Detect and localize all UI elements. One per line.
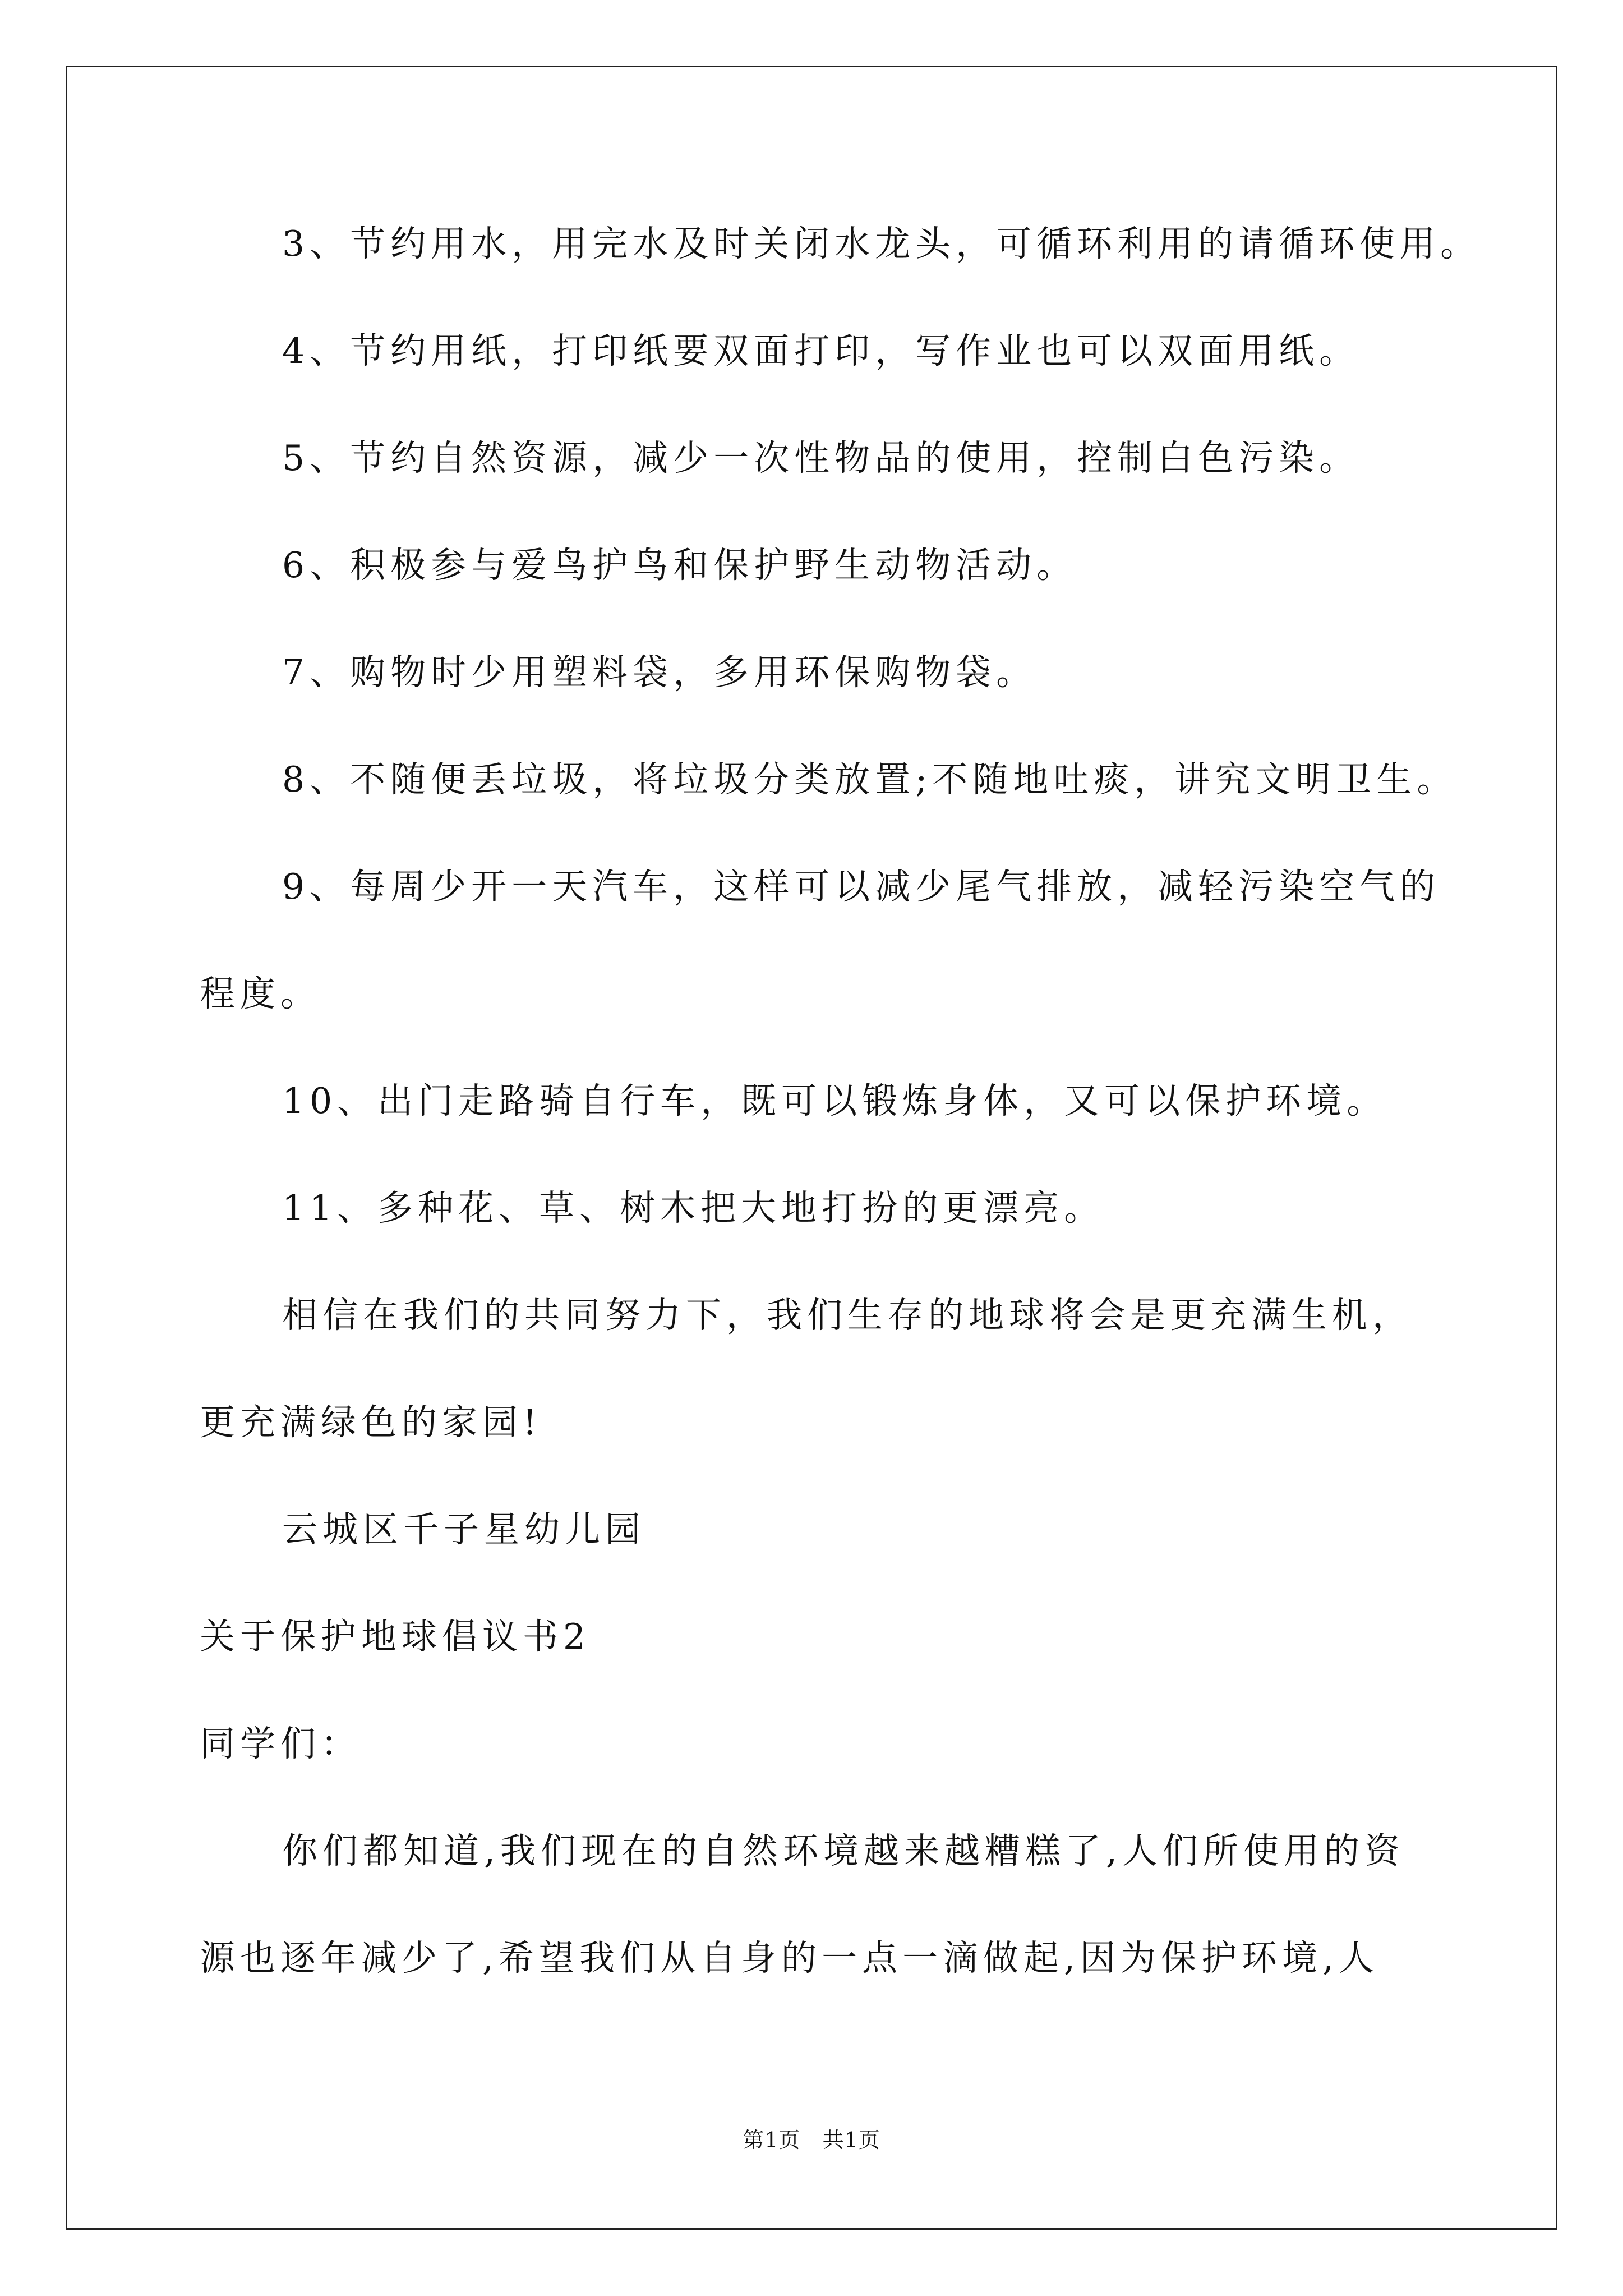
salutation: 同学们： [200,1723,361,1764]
paragraph-line-3: 3、节约用水，用完水及时关闭水龙头，可循环利用的请循环使用。 [282,223,1481,264]
section-title: 关于保护地球倡议书2 [200,1616,591,1657]
paragraph-line-10: 10、出门走路骑自行车，既可以锻炼身体，又可以保护环境。 [282,1080,1387,1121]
paragraph-line-9: 9、每周少开一天汽车，这样可以减少尾气排放，减轻污染空气的 [282,866,1441,907]
paragraph-line-5: 5、节约自然资源，减少一次性物品的使用，控制白色污染。 [282,438,1360,478]
paragraph-line-7: 7、购物时少用塑料袋，多用环保购物袋。 [282,652,1037,693]
signature-kindergarten: 云城区千子星幼儿园 [282,1509,645,1550]
body-paragraph-continued: 源也逐年减少了,希望我们从自身的一点一滴做起,因为保护环境,人 [200,1938,1380,1978]
body-paragraph: 你们都知道,我们现在的自然环境越来越糟糕了,人们所使用的资 [282,1830,1405,1871]
paragraph-line-6: 6、积极参与爱鸟护鸟和保护野生动物活动。 [282,545,1077,586]
page-border [66,66,1557,2230]
paragraph-line-9-continued: 程度。 [200,973,321,1014]
paragraph-line-8: 8、不随便丢垃圾，将垃圾分类放置;不随地吐痰，讲究文明卫生。 [282,759,1458,800]
closing-paragraph: 相信在我们的共同努力下，我们生存的地球将会是更充满生机， [282,1295,1413,1336]
page-footer: 第1页 共1页 [743,2128,880,2152]
closing-paragraph-continued: 更充满绿色的家园! [200,1402,542,1443]
paragraph-line-4: 4、节约用纸，打印纸要双面打印，写作业也可以双面用纸。 [282,330,1360,371]
paragraph-line-11: 11、多种花、草、树木把大地打扮的更漂亮。 [282,1188,1105,1228]
